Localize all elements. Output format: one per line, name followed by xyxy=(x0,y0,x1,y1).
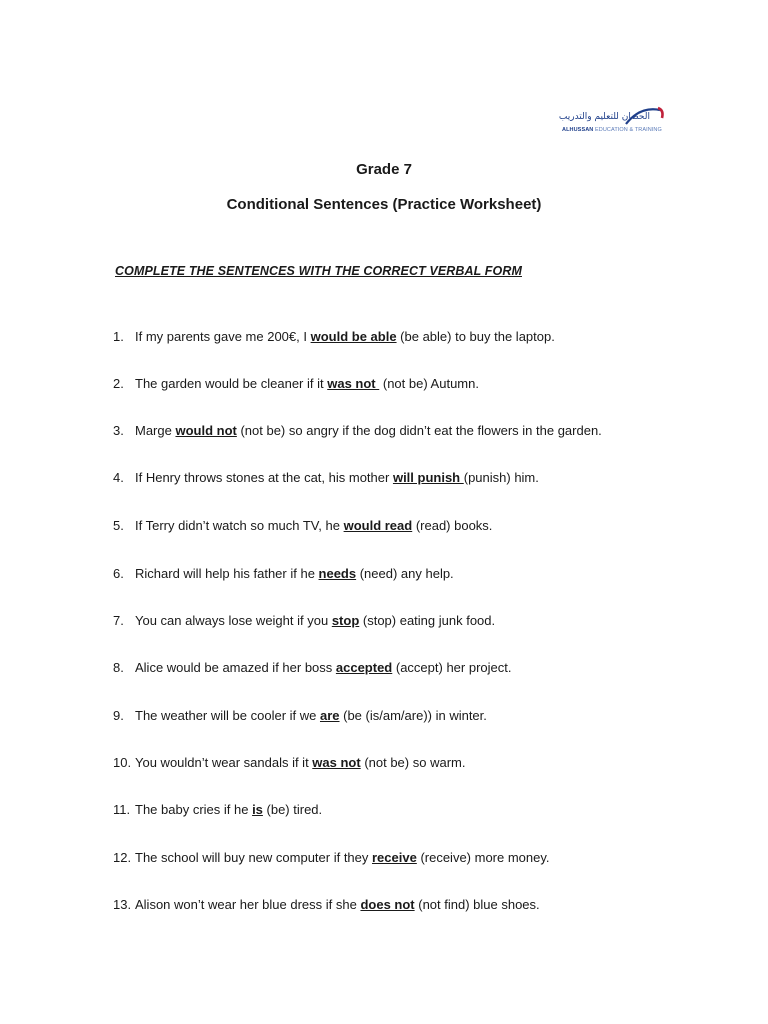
question-text-after: (stop) eating junk food. xyxy=(359,613,496,628)
question-item xyxy=(113,755,465,770)
question-number: 7. xyxy=(113,613,124,628)
question-text-before: The garden would be cleaner if it xyxy=(135,376,328,391)
question-number: 2. xyxy=(113,376,124,391)
question-text-before: If my parents gave me 200€, I xyxy=(135,329,311,344)
question-number: 4. xyxy=(113,470,124,485)
question-number: 10. xyxy=(113,755,132,770)
question-number: 11. xyxy=(113,802,131,817)
logo-arabic-text: الحصان للتعليم والتدريب xyxy=(558,112,650,122)
question-text-before: The weather will be cooler if we xyxy=(135,708,320,723)
question-number: 1. xyxy=(113,329,124,344)
question-text-before: If Terry didn’t watch so much TV, he xyxy=(135,518,344,533)
worksheet-title: Conditional Sentences (Practice Worksheet) xyxy=(226,196,542,213)
question-text-after: (read) books. xyxy=(412,518,493,533)
question-answer: would read xyxy=(343,518,413,533)
question-answer: is xyxy=(252,802,263,817)
question-item xyxy=(113,518,492,533)
question-text-before: Marge xyxy=(135,423,176,438)
grade-heading: Grade 7 xyxy=(356,161,412,178)
question-text-after: (not be) so angry if the dog didn’t eat the flowers in the garden. xyxy=(236,423,602,438)
question-answer: would not xyxy=(175,423,237,438)
question-number: 12. xyxy=(113,850,132,865)
question-item xyxy=(113,660,511,675)
question-text-before: The baby cries if he xyxy=(135,802,253,817)
question-text-before: You can always lose weight if you xyxy=(135,613,332,628)
question-answer: would be able xyxy=(310,329,397,344)
instruction-heading: COMPLETE THE SENTENCES WITH THE CORRECT VERBAL FORM xyxy=(115,264,522,278)
question-item xyxy=(113,376,479,391)
alhussan-logo xyxy=(560,104,668,138)
question-text-after: (not be) so warm. xyxy=(360,755,466,770)
question-text-before: Richard will help his father if he xyxy=(135,566,319,581)
question-answer: was not xyxy=(312,755,361,770)
question-item xyxy=(113,850,550,865)
question-text-after: (be (is/am/are)) in winter. xyxy=(339,708,487,723)
question-answer: stop xyxy=(331,613,360,628)
question-text-before: If Henry throws stones at the cat, his mother xyxy=(135,470,393,485)
question-item xyxy=(113,329,555,344)
logo-english-bold: ALHUSSAN xyxy=(562,127,594,133)
question-number: 6. xyxy=(113,566,124,581)
question-text-after: (not be) Autumn. xyxy=(379,376,479,391)
question-number: 9. xyxy=(113,708,124,723)
question-text-before: The school will buy new computer if they xyxy=(135,850,372,865)
question-number: 13. xyxy=(113,897,132,912)
question-answer: needs xyxy=(318,566,357,581)
question-answer: was not xyxy=(327,376,380,391)
logo-english-text xyxy=(562,127,662,133)
question-text-after: (accept) her project. xyxy=(392,660,512,675)
question-item xyxy=(113,470,539,485)
question-answer: does not xyxy=(360,897,415,912)
question-number: 3. xyxy=(113,423,124,438)
question-text-before: Alice would be amazed if her boss xyxy=(135,660,336,675)
question-answer: will punish xyxy=(392,470,464,485)
question-text-after: (receive) more money. xyxy=(416,850,550,865)
question-number: 8. xyxy=(113,660,124,675)
question-text-after: (need) any help. xyxy=(356,566,454,581)
logo-english-rest: EDUCATION & TRAINING xyxy=(593,127,662,133)
question-text-after: (not find) blue shoes. xyxy=(414,897,540,912)
question-item xyxy=(113,613,495,628)
question-text-after: (punish) him. xyxy=(463,470,539,485)
question-item xyxy=(113,802,322,817)
question-text-after: (be) tired. xyxy=(262,802,323,817)
question-text-after: (be able) to buy the laptop. xyxy=(396,329,555,344)
question-answer: receive xyxy=(372,850,417,865)
question-answer: accepted xyxy=(335,660,393,675)
question-item xyxy=(113,897,540,912)
question-text-before: You wouldn’t wear sandals if it xyxy=(135,755,313,770)
question-item xyxy=(113,708,487,723)
question-item xyxy=(113,423,602,438)
question-answer: are xyxy=(319,708,340,723)
question-number: 5. xyxy=(113,518,124,533)
question-text-before: Alison won’t wear her blue dress if she xyxy=(135,897,361,912)
question-item xyxy=(113,566,454,581)
